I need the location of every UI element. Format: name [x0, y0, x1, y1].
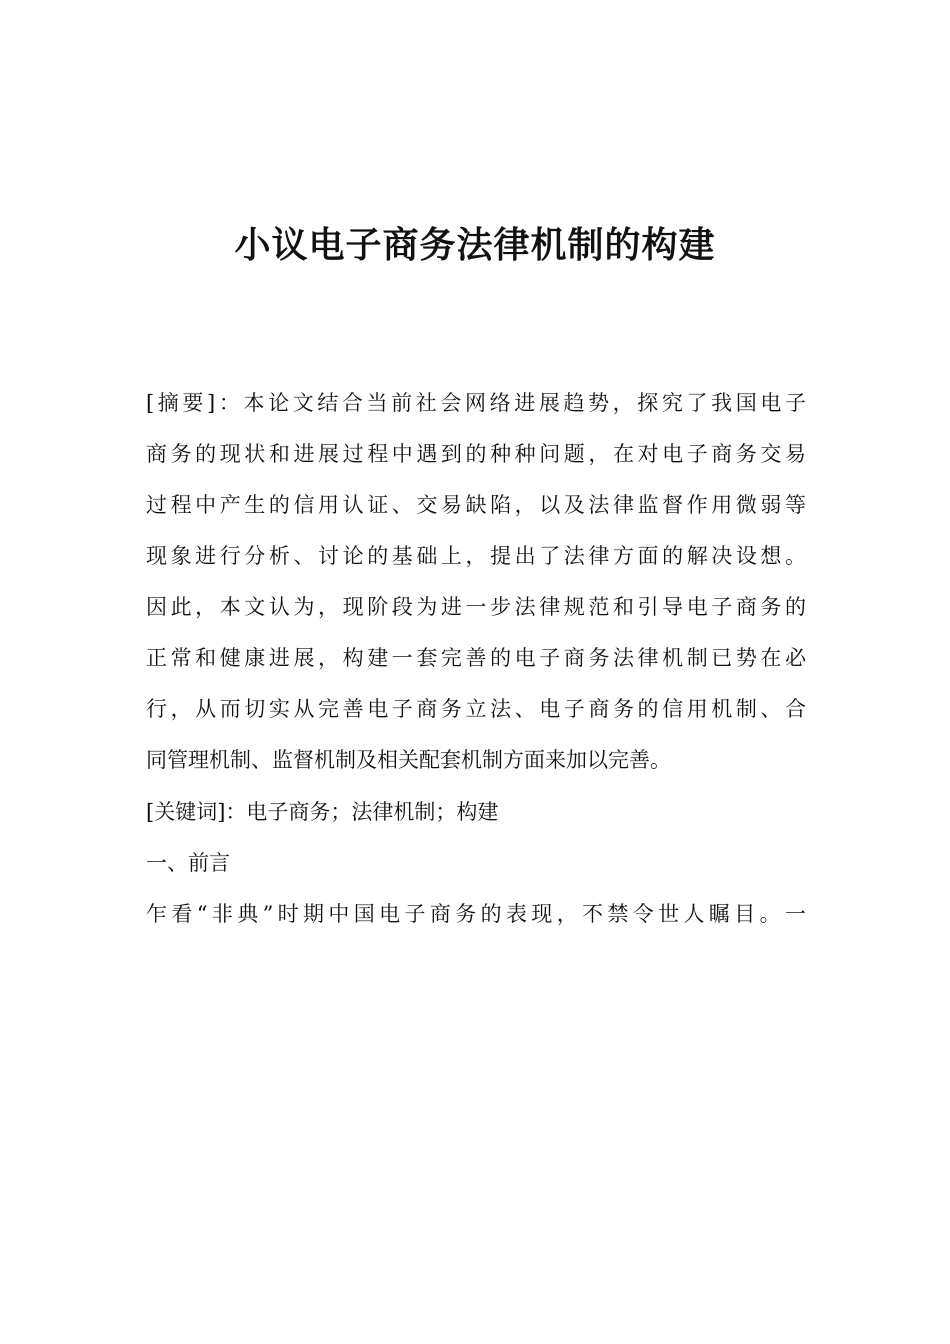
abstract-line: 因此，本文认为，现阶段为进一步法律规范和引导电子商务的	[146, 595, 806, 619]
abstract-line: 现象进行分析、讨论的基础上，提出了法律方面的解决设想。	[146, 544, 806, 568]
abstract-line: [摘要]：本论文结合当前社会网络进展趋势，探究了我国电子	[146, 391, 806, 415]
document-title: 小议电子商务法律机制的构建	[234, 225, 716, 266]
intro-paragraph-line: 乍看“非典”时期中国电子商务的表现，不禁令世人瞩目。一	[146, 902, 806, 926]
section-heading: 一、前言	[146, 851, 230, 875]
abstract-line: 正常和健康进展，构建一套完善的电子商务法律机制已势在必	[146, 646, 806, 670]
abstract-line: 商务的现状和进展过程中遇到的种种问题，在对电子商务交易	[146, 442, 806, 466]
abstract-line: 行，从而切实从完善电子商务立法、电子商务的信用机制、合	[146, 697, 806, 721]
abstract-paragraph	[146, 378, 806, 786]
abstract-line: 过程中产生的信用认证、交易缺陷，以及法律监督作用微弱等	[146, 493, 806, 517]
keywords-line: [关键词]：电子商务；法律机制；构建	[146, 800, 499, 824]
abstract-line: 同管理机制、监督机制及相关配套机制方面来加以完善。	[146, 748, 671, 772]
document-body	[146, 378, 806, 940]
